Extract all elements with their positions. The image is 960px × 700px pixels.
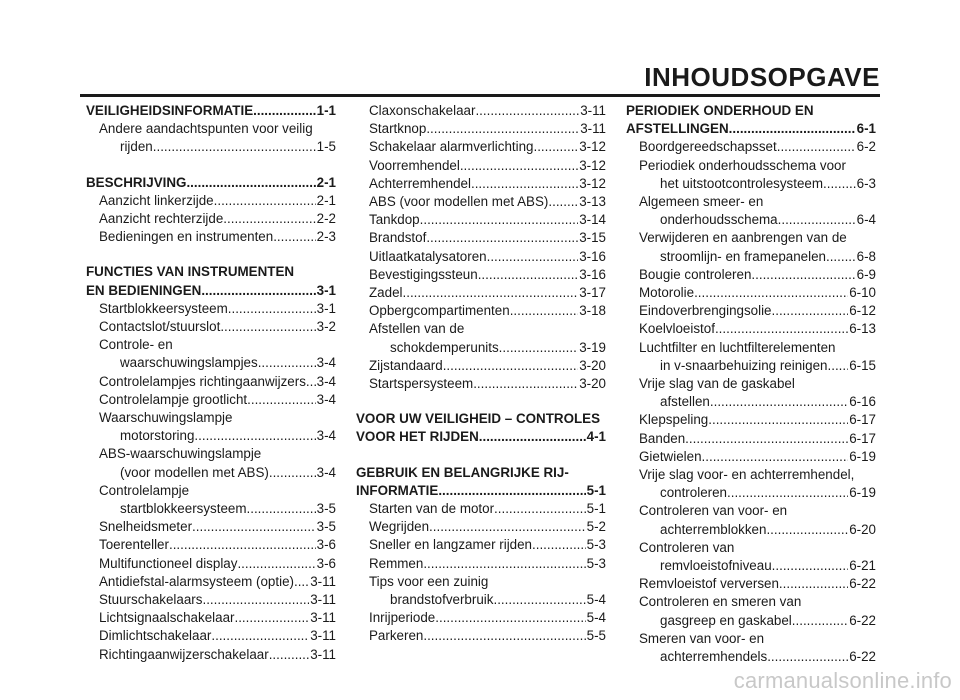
toc-page-number: 5-4 [586, 592, 606, 608]
toc-section-heading[interactable] [356, 410, 606, 446]
toc-page-number: 3-5 [316, 519, 336, 535]
toc-entry[interactable] [626, 193, 876, 229]
dot-leader [306, 373, 316, 391]
toc-entry[interactable] [86, 555, 336, 573]
toc-entry[interactable] [86, 409, 336, 445]
toc-column-1 [86, 102, 336, 664]
dot-leader [475, 102, 579, 120]
dot-leader [766, 521, 848, 539]
toc-section-heading[interactable] [356, 464, 606, 500]
toc-entry[interactable] [626, 320, 876, 338]
toc-entry-text: BESCHRIJVING [86, 174, 187, 190]
toc-entry[interactable] [86, 627, 336, 645]
toc-entry-text: (voor modellen met ABS) [120, 464, 269, 480]
toc-entry-text: Multifunctioneel display [99, 555, 238, 571]
toc-page-number: 3-4 [316, 373, 336, 389]
toc-entry[interactable] [626, 138, 876, 156]
toc-entry[interactable] [626, 284, 876, 302]
dot-leader [273, 228, 315, 246]
dot-leader [294, 573, 309, 591]
toc-entry-text: Zijstandaard [369, 357, 443, 373]
dot-leader [727, 484, 848, 502]
toc-entry-text: Starten van de motor [369, 501, 495, 517]
toc-page-number: 5-3 [586, 555, 606, 571]
toc-page-number: 6-22 [849, 649, 876, 665]
dot-leader [532, 536, 586, 554]
toc-entry-text: EN BEDIENINGEN [86, 282, 202, 298]
toc-page-number: 3-20 [579, 357, 606, 373]
dot-leader [201, 282, 315, 300]
toc-entry-text: Startknop [369, 121, 427, 137]
toc-entry-text: Bevestigingssteun [369, 266, 478, 282]
toc-entry-text: Snelheidsmeter [99, 519, 193, 535]
toc-page-number: 5-4 [586, 610, 606, 626]
dot-leader [443, 357, 578, 375]
toc-entry-text: Aanzicht rechterzijde [99, 211, 224, 227]
toc-entry[interactable] [86, 373, 336, 391]
toc-entry[interactable] [626, 430, 876, 448]
dot-leader [438, 482, 585, 500]
toc-entry[interactable] [356, 175, 606, 193]
toc-entry-text: motorstoring [120, 428, 195, 444]
toc-entry[interactable] [626, 339, 876, 375]
dot-leader [423, 627, 585, 645]
toc-page-number: 2-2 [316, 211, 336, 227]
dot-leader [426, 229, 578, 247]
toc-entry[interactable] [356, 357, 606, 375]
toc-page-number: 5-2 [586, 519, 606, 535]
toc-entry[interactable] [356, 248, 606, 266]
toc-page-number: 6-8 [856, 248, 876, 264]
toc-entry[interactable] [356, 193, 606, 211]
toc-entry-text: Wegrijden [369, 519, 430, 535]
toc-entry-text: Claxonschakelaar [369, 103, 476, 118]
toc-page-number: 3-16 [579, 266, 606, 282]
section-spacer [86, 157, 336, 174]
toc-entry-text: Inrijperiode [369, 610, 436, 626]
dot-leader [471, 175, 578, 193]
dot-leader [460, 157, 578, 175]
toc-entry-text: ABS-waarschuwingslampje [99, 446, 262, 462]
dot-leader [548, 193, 578, 211]
toc-page-number: 6-15 [849, 357, 876, 373]
toc-column-3 [626, 102, 876, 666]
toc-entry-text: Controleren van [639, 539, 735, 555]
toc-page-number: 3-12 [579, 139, 606, 155]
toc-entry-text: Controlelampje grootlicht [99, 391, 248, 407]
dot-leader [258, 354, 316, 372]
toc-entry-text: Remmen [369, 555, 424, 571]
toc-page-number: 3-11 [310, 628, 336, 644]
dot-leader [751, 266, 855, 284]
toc-entry[interactable] [356, 536, 606, 554]
toc-entry[interactable] [86, 336, 336, 372]
dot-leader [772, 557, 849, 575]
toc-entry-text: FUNCTIES VAN INSTRUMENTEN [86, 264, 295, 280]
toc-entry-text: remvloeistofniveau [660, 558, 772, 574]
toc-entry[interactable] [356, 102, 606, 120]
dot-leader [777, 138, 856, 156]
toc-page-number: 3-11 [310, 646, 336, 662]
dot-leader [499, 339, 579, 357]
toc-entry-text: Periodiek onderhoudsschema voor [639, 157, 846, 173]
toc-entry[interactable] [86, 300, 336, 318]
toc-entry-text: gasgreep en gaskabel [660, 612, 792, 628]
toc-page-number: 6-22 [849, 576, 876, 592]
dot-leader [153, 138, 316, 156]
toc-entry-text: Banden [639, 430, 686, 446]
toc-page-number: 6-9 [856, 266, 876, 282]
toc-entry-text: GEBRUIK EN BELANGRIJKE RIJ- [356, 464, 569, 480]
dot-leader [487, 248, 579, 266]
toc-entry[interactable] [86, 573, 336, 591]
toc-page-number: 3-2 [316, 319, 336, 335]
dot-leader [685, 430, 848, 448]
toc-entry-text: Luchtfilter en luchtfilterelementen [639, 339, 836, 355]
toc-entry[interactable] [356, 627, 606, 645]
dot-leader [767, 648, 848, 666]
toc-entry[interactable] [626, 466, 876, 502]
toc-page-number: 6-22 [849, 612, 876, 628]
toc-entry-text: Klepspeling [639, 412, 709, 428]
toc-entry-text: Tips voor een zuinig [369, 573, 489, 589]
toc-page-number: 6-17 [849, 412, 876, 428]
toc-page-number: 2-3 [316, 229, 336, 245]
toc-page-number: 2-1 [316, 174, 336, 190]
toc-page-number: 5-3 [586, 537, 606, 553]
toc-entry[interactable] [626, 593, 876, 629]
dot-leader [253, 102, 316, 120]
toc-entry-text: rijden [120, 139, 153, 155]
toc-entry-text: Tankdop [369, 212, 420, 228]
dot-leader [729, 120, 856, 138]
toc-page-number: 6-12 [849, 303, 876, 319]
toc-entry-text: het uitstootcontrolesysteem [660, 175, 824, 191]
toc-entry-text: Afstellen van de [369, 321, 465, 337]
toc-entry[interactable] [626, 448, 876, 466]
toc-entry[interactable] [356, 284, 606, 302]
toc-entry-text: Lichtsignaalschakelaar [99, 610, 235, 626]
dot-leader [779, 575, 848, 593]
toc-page-number: 6-19 [849, 448, 876, 464]
toc-entry-text: Bedieningen en instrumenten [99, 229, 274, 245]
toc-entry-text: Controleren van voor- en [639, 503, 788, 519]
toc-entry-text: afstellen [660, 394, 710, 410]
toc-entry[interactable] [86, 445, 336, 481]
dot-leader [228, 300, 316, 318]
dot-leader [194, 427, 315, 445]
dot-leader [826, 248, 856, 266]
toc-page-number: 3-11 [580, 121, 606, 137]
toc-page-number: 3-1 [316, 300, 336, 316]
title-rule [80, 94, 880, 97]
toc-entry-text: Boordgereedschapsset [639, 139, 777, 155]
toc-section-heading[interactable] [86, 263, 336, 299]
toc-page-number: 6-4 [856, 212, 876, 228]
dot-leader [828, 357, 849, 375]
toc-page-number: 2-1 [316, 192, 336, 208]
toc-entry-text: Sneller en langzamer rijden [369, 537, 533, 553]
toc-page-number: 3-4 [316, 355, 336, 371]
toc-page-number: 3-11 [580, 103, 606, 118]
dot-leader [493, 591, 585, 609]
dot-leader [710, 393, 848, 411]
toc-entry[interactable] [626, 539, 876, 575]
dot-leader [420, 211, 579, 229]
toc-entry[interactable] [86, 210, 336, 228]
dot-leader [426, 120, 579, 138]
dot-leader [772, 302, 849, 320]
toc-page-number: 3-14 [579, 212, 606, 228]
toc-entry[interactable] [356, 320, 606, 356]
toc-page-number: 1-5 [316, 139, 336, 155]
dot-leader [211, 627, 309, 645]
dot-leader [702, 448, 849, 466]
toc-page-number: 3-12 [579, 175, 606, 191]
toc-entry[interactable] [86, 391, 336, 409]
toc-entry-text: Andere aandachtspunten voor veilig [99, 121, 313, 137]
toc-entry-text: Algemeen smeer- en [639, 194, 764, 210]
toc-section-heading[interactable] [86, 102, 336, 120]
toc-entry[interactable] [626, 502, 876, 538]
toc-entry-text: Zadel [369, 285, 403, 301]
dot-leader [778, 211, 856, 229]
dot-leader [220, 318, 315, 336]
toc-column-2 [356, 102, 606, 646]
toc-entry-text: VOOR HET RIJDEN [356, 429, 479, 445]
toc-entry-text: Waarschuwingslampje [99, 410, 233, 426]
toc-entry-text: Voorremhendel [369, 157, 460, 173]
toc-entry-text: onderhoudsschema [660, 212, 778, 228]
dot-leader [247, 391, 316, 409]
toc-entry[interactable] [86, 482, 336, 518]
dot-leader [223, 210, 315, 228]
toc-entry-text: INFORMATIE [356, 482, 439, 498]
dot-leader [533, 138, 578, 156]
toc-entry-text: achterremblokken [660, 521, 767, 537]
toc-entry-text: Controlelampje [99, 482, 190, 498]
dot-leader [478, 266, 579, 284]
toc-entry-text: Gietwielen [639, 448, 702, 464]
dot-leader [247, 500, 316, 518]
toc-entry-text: Startspersysteem [369, 376, 474, 392]
dot-leader [708, 411, 848, 429]
toc-entry-text: Achterremhendel [369, 175, 471, 191]
toc-page-number: 6-2 [856, 139, 876, 155]
toc-entry-text: Koelvloeistof [639, 321, 715, 337]
toc-page-number: 3-18 [579, 303, 606, 319]
toc-entry[interactable] [626, 630, 876, 666]
dot-leader [715, 320, 848, 338]
dot-leader [269, 646, 309, 664]
toc-page-number: 6-19 [849, 485, 876, 501]
toc-page-number: 3-1 [316, 282, 336, 298]
toc-page-number: 6-3 [856, 175, 876, 191]
toc-page-number: 3-6 [316, 555, 336, 571]
toc-page-number: 3-17 [579, 285, 606, 301]
toc-page-number: 6-21 [849, 558, 876, 574]
toc-entry[interactable] [86, 646, 336, 664]
toc-page-number: 6-17 [849, 430, 876, 446]
toc-entry-text: Verwijderen en aanbrengen van de [639, 230, 847, 246]
toc-entry-text: VEILIGHEIDSINFORMATIE [86, 103, 254, 118]
toc-page-number: 3-11 [310, 573, 336, 589]
toc-entry-text: ABS (voor modellen met ABS) [369, 194, 549, 210]
dot-leader [479, 428, 586, 446]
toc-entry[interactable] [86, 609, 336, 627]
toc-page-number: 3-16 [579, 248, 606, 264]
toc-entry-text: Eindoverbrengingsolie [639, 303, 772, 319]
toc-page-number: 3-19 [579, 339, 606, 355]
toc-entry[interactable] [626, 411, 876, 429]
toc-entry-text: Bougie controleren [639, 266, 752, 282]
toc-entry[interactable] [626, 229, 876, 265]
dot-leader [169, 536, 316, 554]
toc-entry-text: Contactslot/stuurslot [99, 319, 221, 335]
toc-entry-text: Vrije slag van de gaskabel [639, 376, 795, 392]
toc-entry[interactable] [356, 518, 606, 536]
toc-entry[interactable] [356, 211, 606, 229]
toc-entry[interactable] [86, 536, 336, 554]
dot-leader [214, 192, 316, 210]
toc-entry-text: Startblokkeersysteem [99, 300, 228, 316]
toc-entry-text: Richtingaanwijzerschakelaar [99, 646, 269, 662]
toc-entry[interactable] [86, 318, 336, 336]
dot-leader [423, 555, 585, 573]
toc-page-number: 3-20 [579, 376, 606, 392]
toc-entry-text: Controlelampjes richtingaanwijzers [99, 373, 306, 389]
toc-page-number: 6-10 [849, 285, 876, 301]
dot-leader [403, 284, 579, 302]
toc-page-number: 6-20 [849, 521, 876, 537]
toc-entry[interactable] [356, 157, 606, 175]
page-title: INHOUDSOPGAVE [644, 62, 880, 92]
toc-entry[interactable] [356, 266, 606, 284]
toc-entry-text: stroomlijn- en framepanelen [660, 248, 826, 264]
toc-page-number: 3-4 [316, 391, 336, 407]
dot-leader [473, 375, 578, 393]
toc-page-number: 6-1 [856, 121, 876, 137]
dot-leader [269, 464, 316, 482]
toc-entry-text: Vrije slag voor- en achterremhendel, [639, 467, 855, 483]
toc-entry-text: Motorolie [639, 285, 695, 301]
toc-entry-text: Controleren en smeren van [639, 594, 802, 610]
toc-entry-text: AFSTELLINGEN [626, 121, 729, 137]
toc-page-number: 3-4 [316, 428, 336, 444]
toc-entry[interactable] [356, 120, 606, 138]
toc-entry-text: Stuurschakelaars [99, 592, 203, 608]
toc-page-number: 3-11 [310, 610, 336, 626]
toc-page-number: 3-6 [316, 537, 336, 553]
toc-entry-text: controleren [660, 485, 727, 501]
toc-page-number: 5-5 [586, 628, 606, 644]
toc-entry[interactable] [626, 266, 876, 284]
dot-leader [186, 174, 315, 192]
toc-entry[interactable] [356, 609, 606, 627]
toc-entry-text: Brandstof [369, 230, 427, 246]
toc-entry-text: Parkeren [369, 628, 424, 644]
toc-page-number: 1-1 [316, 103, 336, 118]
toc-entry[interactable] [86, 591, 336, 609]
toc-entry-text: VOOR UW VEILIGHEID – CONTROLES [356, 411, 601, 427]
toc-page-number: 6-13 [849, 321, 876, 337]
toc-entry-text: PERIODIEK ONDERHOUD EN [626, 103, 814, 118]
toc-entry-text: Toerenteller [99, 537, 169, 553]
toc-entry[interactable] [626, 302, 876, 320]
dot-leader [694, 284, 848, 302]
toc-entry[interactable] [626, 375, 876, 411]
toc-entry[interactable] [626, 157, 876, 193]
toc-page-number: 3-15 [579, 230, 606, 246]
toc-entry-text: waarschuwingslampjes [120, 355, 258, 371]
toc-page-number: 3-11 [310, 592, 336, 608]
toc-page-number: 3-12 [579, 157, 606, 173]
toc-entry-text: startblokkeersysteem [120, 501, 247, 517]
dot-leader [202, 591, 309, 609]
toc-entry[interactable] [86, 120, 336, 156]
toc-entry-text: in v-snaarbehuizing reinigen [660, 357, 828, 373]
dot-leader [192, 518, 316, 536]
section-spacer [86, 246, 336, 263]
toc-entry-text: brandstofverbruik [390, 592, 494, 608]
dot-leader [792, 612, 848, 630]
toc-entry[interactable] [86, 518, 336, 536]
dot-leader [435, 609, 585, 627]
toc-entry-text: Remvloeistof verversen [639, 576, 779, 592]
toc-entry[interactable] [86, 228, 336, 246]
toc-entry-text: Uitlaatkatalysatoren [369, 248, 487, 264]
dot-leader [510, 302, 579, 320]
toc-entry-text: schokdemperunits [390, 339, 499, 355]
toc-entry-text: Dimlichtschakelaar [99, 628, 212, 644]
toc-entry[interactable] [356, 573, 606, 609]
toc-entry[interactable] [356, 302, 606, 320]
dot-leader [429, 518, 586, 536]
toc-entry-text: Schakelaar alarmverlichting [369, 139, 534, 155]
toc-entry-text: Antidiefstal-alarmsysteem (optie) [99, 573, 294, 589]
toc-entry[interactable] [356, 555, 606, 573]
toc-entry-text: Opbergcompartimenten [369, 303, 510, 319]
toc-page-number: 3-13 [579, 194, 606, 210]
section-spacer [356, 447, 606, 464]
dot-leader [823, 175, 856, 193]
toc-entry[interactable] [356, 500, 606, 518]
dot-leader [234, 609, 309, 627]
toc-section-heading[interactable] [626, 102, 876, 138]
toc-entry[interactable] [86, 192, 336, 210]
toc-entry[interactable] [626, 575, 876, 593]
toc-page-number: 4-1 [586, 429, 606, 445]
watermark-text: carmanualsonline.info [733, 668, 952, 693]
dot-leader [494, 500, 586, 518]
dot-leader [237, 555, 315, 573]
toc-page-number: 3-5 [316, 501, 336, 517]
toc-entry[interactable] [356, 229, 606, 247]
toc-page-number: 5-1 [586, 501, 606, 517]
toc-entry[interactable] [356, 138, 606, 156]
toc-page-number: 3-4 [316, 464, 336, 480]
toc-page-number: 6-16 [849, 394, 876, 410]
toc-entry-text: Aanzicht linkerzijde [99, 192, 214, 208]
toc-section-heading[interactable] [86, 174, 336, 192]
toc-entry[interactable] [356, 375, 606, 393]
toc-entry-text: Controle- en [99, 337, 173, 353]
section-spacer [356, 393, 606, 410]
toc-entry-text: Smeren van voor- en [639, 630, 765, 646]
toc-page-number: 5-1 [586, 482, 606, 498]
toc-entry-text: achterremhendels [660, 649, 768, 665]
